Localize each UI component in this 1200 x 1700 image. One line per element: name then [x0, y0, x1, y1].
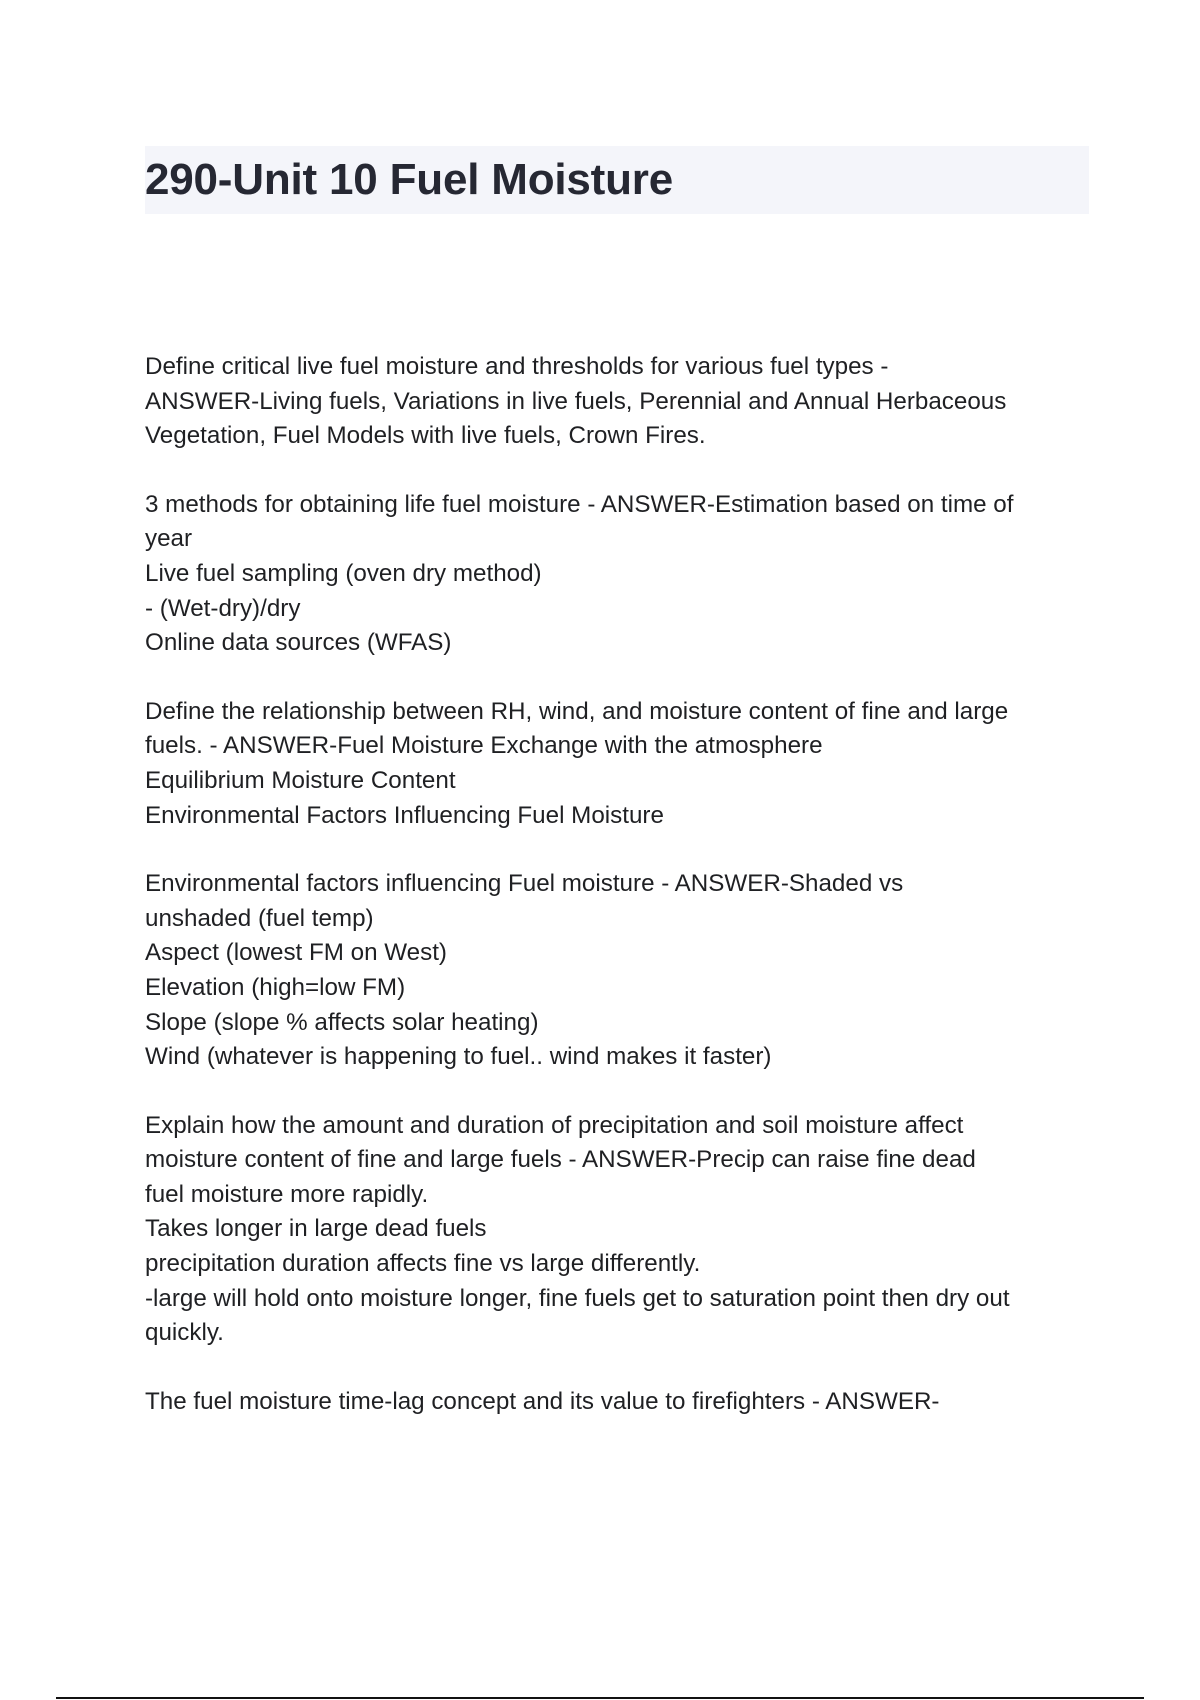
text-line: Explain how the amount and duration of precipitation and soil moisture affect [145, 1111, 964, 1139]
document-title: 290-Unit 10 Fuel Moisture [145, 155, 674, 204]
title-band [145, 146, 1089, 214]
text-line: ANSWER-Living fuels, Variations in live fuels, Perennial and Annual Herbaceous [145, 387, 1007, 415]
text-line: Online data sources (WFAS) [145, 629, 452, 657]
text-line: Environmental Factors Influencing Fuel Moisture [145, 801, 664, 829]
text-line: year [145, 525, 193, 553]
text-line: precipitation duration affects fine vs large differently. [145, 1250, 701, 1278]
text-line: The fuel moisture time-lag concept and its value to firefighters - ANSWER- [145, 1387, 940, 1415]
qa-entry-5 [145, 1109, 1095, 1351]
document-body [145, 350, 1095, 1453]
text-line: Define critical live fuel moisture and thresholds for various fuel types - [145, 353, 889, 380]
qa-entry-2 [145, 488, 1095, 661]
qa-entry-4 [145, 867, 1095, 1075]
qa-entry-6 [145, 1385, 1095, 1420]
text-line: Equilibrium Moisture Content [145, 766, 456, 794]
text-line: Takes longer in large dead fuels [145, 1215, 487, 1243]
text-line: quickly. [145, 1319, 224, 1347]
text-line: fuel moisture more rapidly. [145, 1180, 429, 1208]
qa-entry-1 [145, 350, 1095, 454]
text-line: Vegetation, Fuel Models with live fuels, Crown Fires. [145, 422, 706, 450]
text-line: -large will hold onto moisture longer, fine fuels get to saturation point then dry out [145, 1284, 1010, 1312]
text-line: 3 methods for obtaining life fuel moisture - ANSWER-Estimation based on time of [145, 490, 1014, 518]
text-line: unshaded (fuel temp) [145, 904, 374, 932]
bottom-rule [56, 1697, 1144, 1699]
text-line: Environmental factors influencing Fuel moisture - ANSWER-Shaded vs [145, 870, 904, 898]
text-line: Aspect (lowest FM on West) [145, 939, 447, 967]
text-line: - (Wet-dry)/dry [145, 594, 301, 622]
text-line: Wind (whatever is happening to fuel.. wind makes it faster) [145, 1043, 772, 1071]
text-line: Slope (slope % affects solar heating) [145, 1008, 539, 1036]
text-line: moisture content of fine and large fuels - ANSWER-Precip can raise fine dead [145, 1146, 976, 1174]
text-line: Live fuel sampling (oven dry method) [145, 559, 542, 587]
text-line: Elevation (high=low FM) [145, 973, 406, 1001]
text-line: fuels. - ANSWER-Fuel Moisture Exchange with the atmosphere [145, 732, 823, 760]
qa-entry-3 [145, 695, 1095, 833]
text-line: Define the relationship between RH, wind, and moisture content of fine and large [145, 697, 1009, 725]
